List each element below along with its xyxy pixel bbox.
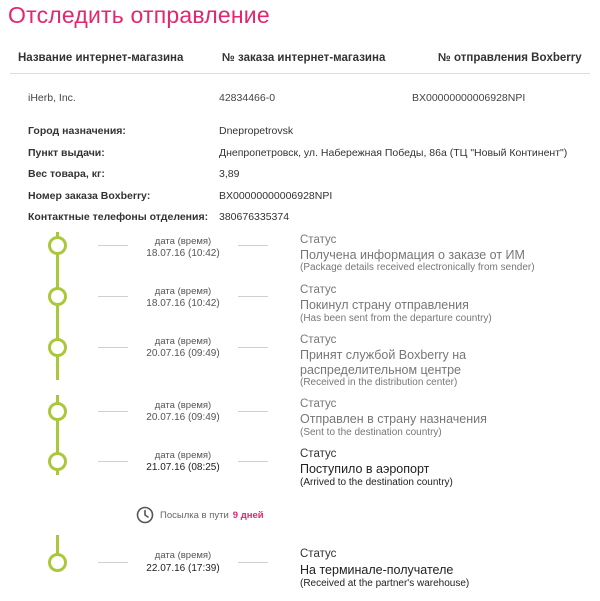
event-status-en: (Received in the distribution center): [300, 377, 458, 388]
contact-phones-value: 380676335374: [219, 211, 290, 223]
event-date-label: дата (время): [154, 236, 212, 247]
clock-icon: [136, 506, 154, 524]
contact-phones-label: Контактные телефоны отделения:: [28, 211, 209, 223]
timeline-connector: [98, 296, 128, 297]
timeline-marker: [48, 338, 67, 357]
event-status-ru: Получена информация о заказе от ИМ: [300, 248, 525, 262]
event-status-label: Статус: [300, 448, 337, 460]
event-date-label: дата (время): [154, 400, 212, 411]
event-date: 18.07.16 (10:42): [146, 248, 220, 259]
timeline-connector: [238, 296, 268, 297]
event-date: 20.07.16 (09:49): [146, 348, 220, 359]
event-date: 22.07.16 (17:39): [146, 563, 220, 574]
timeline-connector: [98, 461, 128, 462]
boxberry-order-label: Номер заказа Boxberry:: [28, 190, 151, 202]
event-date-label: дата (время): [154, 550, 212, 561]
timeline-marker: [48, 553, 67, 572]
transit-time-note: [136, 506, 264, 524]
weight-value: 3,89: [219, 168, 240, 180]
boxberry-order-value: BX00000000006928NPI: [219, 190, 333, 202]
pickup-point-value: Днепропетровск, ул. Набережная Победы, 86а (ТЦ "Новый Континент"): [219, 147, 568, 159]
timeline-connector: [238, 347, 268, 348]
event-date: 18.07.16 (10:42): [146, 298, 220, 309]
event-status-ru: Отправлен в страну назначения: [300, 412, 487, 426]
timeline-marker: [48, 452, 67, 471]
destination-city-label: Город назначения:: [28, 125, 126, 137]
event-status-en: (Has been sent from the departure country): [300, 313, 492, 324]
event-status-en: (Received at the partner's warehouse): [300, 578, 470, 589]
pickup-point-label: Пункт выдачи:: [28, 147, 105, 159]
page-title: Отследить отправление: [8, 2, 270, 28]
timeline-connector: [98, 245, 128, 246]
event-status-ru: Покинул страну отправления: [300, 298, 469, 312]
timeline-marker: [48, 402, 67, 421]
event-status-label: Статус: [300, 398, 337, 410]
event-status-ru: Поступило в аэропорт: [300, 462, 430, 476]
event-status-label: Статус: [300, 548, 337, 560]
timeline-connector: [238, 461, 268, 462]
timeline-marker: [48, 236, 67, 255]
timeline-marker: [48, 287, 67, 306]
event-status-ru: Принят службой Boxberry на распределительном центре: [300, 348, 467, 377]
shop-name-value: iHerb, Inc.: [28, 92, 76, 104]
column-header-shop: Название интернет-магазина: [18, 52, 184, 64]
event-date-label: дата (время): [154, 450, 212, 461]
event-date-label: дата (время): [154, 336, 212, 347]
event-date: 20.07.16 (09:49): [146, 412, 220, 423]
timeline-connector: [98, 562, 128, 563]
timeline-connector: [238, 245, 268, 246]
shop-order-number-value: 42834466-0: [219, 92, 276, 104]
event-status-en: (Package details received electronically from sender): [300, 262, 535, 273]
timeline-connector: [238, 411, 268, 412]
shipment-number-value: BX00000000006928NPI: [412, 92, 526, 104]
event-status-en: (Arrived to the destination country): [300, 477, 453, 488]
header-divider: [10, 73, 590, 74]
event-status-label: Статус: [300, 334, 337, 346]
column-header-shipment: № отправления Boxberry: [438, 52, 582, 64]
transit-days: 9 дней: [232, 509, 264, 521]
event-date-label: дата (время): [154, 286, 212, 297]
event-date: 21.07.16 (08:25): [146, 462, 220, 473]
event-status-label: Статус: [300, 284, 337, 296]
event-status-ru: На терминале-получателе: [300, 563, 454, 577]
destination-city-value: Dnepropetrovsk: [219, 125, 294, 137]
timeline-connector: [238, 562, 268, 563]
column-header-order: № заказа интернет-магазина: [222, 52, 386, 64]
transit-text: Посылка в пути: [160, 509, 229, 521]
weight-label: Вес товара, кг:: [28, 168, 105, 180]
event-status-label: Статус: [300, 234, 337, 246]
timeline-connector: [98, 347, 128, 348]
event-status-en: (Sent to the destination country): [300, 427, 442, 438]
timeline-connector: [98, 411, 128, 412]
